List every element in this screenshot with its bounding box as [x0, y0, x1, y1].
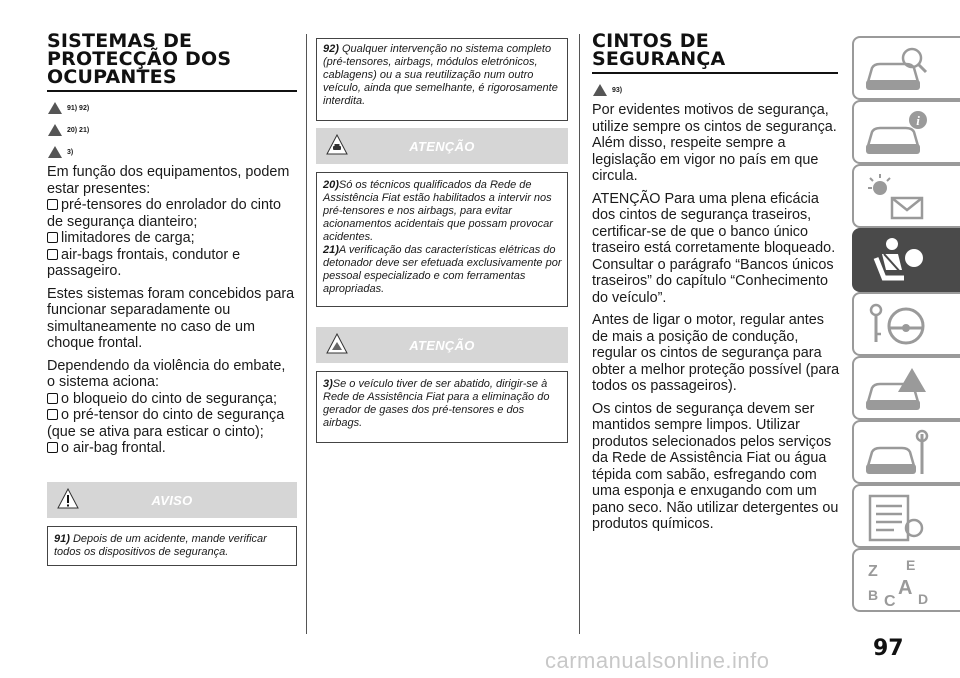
note-title: ATENÇÃO [409, 337, 475, 353]
list-item [47, 230, 297, 247]
note-text: Depois de um acidente, mande verificar todos os dispositivos de segurança. [54, 533, 267, 558]
section-heading-protection [47, 32, 297, 92]
heading-line: CINTOS DE [592, 30, 709, 52]
tab-technical-data[interactable] [852, 484, 960, 548]
bullet-list [47, 391, 297, 457]
svg-text:A: A [898, 577, 913, 599]
svg-text:C: C [884, 593, 896, 610]
tab-index[interactable] [852, 548, 960, 612]
svg-text:B: B [868, 587, 879, 603]
warning-triangle-icon [47, 123, 63, 137]
svg-text:i: i [916, 113, 920, 128]
atencao-note-1 [316, 128, 568, 307]
warning-triangle-icon [47, 101, 63, 115]
tab-warning-lights[interactable] [852, 164, 960, 228]
svg-text:D: D [918, 591, 929, 607]
paragraph: Por evidentes motivos de segurança, utilize sempre os cintos de segurança. Além disso, respeite sempre a legislação em vigor no país em que circula. [592, 102, 837, 184]
note-body [47, 526, 297, 566]
list-item-text: o bloqueio do cinto de segurança; [61, 390, 278, 407]
tab-emergency[interactable] [852, 356, 960, 420]
checkbox-bullet-icon [47, 393, 58, 404]
note-header [47, 482, 297, 518]
column-1 [47, 0, 297, 457]
airbag-seat-icon [862, 234, 932, 290]
note-item [323, 378, 563, 430]
column-separator-2 [579, 34, 580, 634]
note-body [317, 372, 567, 442]
note-number: 92) [323, 43, 339, 55]
svg-text:E: E [906, 557, 916, 573]
checkbox-bullet-icon [47, 442, 58, 453]
paragraph: Os cintos de segurança devem ser mantidos sempre limpos. Utilizar produtos selecionados pelos serviços da Rede de Assistência Fiat ou água tépida com sabão, esfregando com uma esponja e enxugando com um pano seco. Não utilizar detergentes ou produtos químicos. [592, 400, 839, 532]
tab-maintenance[interactable] [852, 420, 960, 484]
list-item-text: air-bags frontais, condutor e passageiro. [47, 246, 241, 279]
specifications-list-icon [862, 490, 932, 546]
paragraph: Estes sistemas foram concebidos para funcionar separadamente ou simultaneamente no caso de um choque frontal. [47, 285, 295, 351]
heading-line: SEGURANÇA [592, 48, 726, 70]
reference-line [47, 100, 297, 116]
reference-line [592, 82, 840, 98]
paragraph: Antes de ligar o motor, regular antes de mais a posição de condução, regular os cintos de segurança para obter a melhor proteção possível (para todos os passageiros). [592, 312, 840, 394]
warning-triangle-icon [592, 83, 608, 97]
list-item [47, 440, 297, 457]
car-accident-icon [862, 362, 932, 418]
list-item [47, 197, 297, 230]
heading-line: PROTECÇÃO DOS [47, 48, 232, 70]
note-body [317, 173, 567, 306]
note-item [323, 244, 563, 296]
reference-numbers: 93) [612, 86, 623, 94]
tab-starting-driving[interactable] [852, 292, 960, 356]
warning-lights-icon [862, 170, 932, 226]
atencao-note-2 [316, 327, 568, 443]
gas-generator-warning-icon [326, 333, 348, 355]
note-body-box [316, 371, 568, 443]
section-heading-seat-belts [592, 32, 838, 74]
tab-getting-to-know[interactable] [852, 36, 960, 100]
tab-instrument-panel[interactable] [852, 100, 960, 164]
list-item-text: o pré-tensor do cinto de segurança (que se ativa para esticar o cinto); [47, 407, 285, 440]
car-warning-icon [326, 134, 348, 156]
column-3 [592, 0, 840, 533]
car-search-icon [862, 42, 932, 98]
reference-line [47, 144, 297, 160]
car-service-icon [862, 426, 932, 482]
column-separator-1 [306, 34, 307, 634]
paragraph: Em função dos equipamentos, podem estar presentes: [47, 164, 290, 197]
warning-exclamation-icon [57, 488, 79, 510]
checkbox-bullet-icon [47, 409, 58, 420]
checkbox-bullet-icon [47, 199, 58, 210]
list-item [47, 247, 297, 280]
heading-line: SISTEMAS DE [47, 30, 193, 52]
note-body [317, 39, 567, 120]
note-header [316, 128, 568, 164]
note-text: Se o veículo tiver de ser abatido, dirigir-se à Rede de Assistência Fiat para a eliminação do gerador de gases dos pré-tensores e dos airbags. [323, 378, 550, 429]
body-text [47, 164, 297, 457]
note-text: A verificação das características elétricas do detonador deve ser efetuada exclusivamente por pessoal especializado e com ferramentas apropriadas. [323, 244, 562, 295]
continued-note [316, 38, 568, 121]
note-title: AVISO [151, 492, 193, 508]
note-number: 21) [323, 244, 339, 256]
paragraph: Dependendo da violência do embate, o sistema aciona: [47, 357, 286, 390]
tab-safety[interactable] [852, 228, 960, 292]
note-body-box [316, 172, 568, 307]
note-number: 3) [323, 378, 333, 390]
bullet-list [47, 197, 297, 280]
warning-triangle-icon [47, 145, 63, 159]
note-item [323, 179, 563, 244]
list-item [47, 407, 297, 440]
column-2 [316, 38, 568, 443]
checkbox-bullet-icon [47, 249, 58, 260]
list-item-text: pré-tensores do enrolador do cinto de segurança dianteiro; [47, 197, 281, 230]
body-text [592, 102, 840, 533]
paragraph: ATENÇÃO Para uma plena eficácia dos cintos de segurança traseiros, certificar-se de que o banco único traseiro está corretamente bloqueado. Consultar o parágrafo “Bancos únicos traseiros” do capítulo “Conhecimento do veículo”. [592, 190, 836, 306]
reference-line [47, 122, 297, 138]
note-number: 91) [54, 533, 70, 545]
note-header [316, 327, 568, 363]
note-text: Qualquer intervenção no sistema completo (pré-tensores, airbags, módulos eletrónicos, cablagens) ou a sua reutilização num outro veículo, ainda que semelhante, é rigorosamente interdita. [323, 43, 558, 107]
aviso-note [47, 482, 297, 566]
list-item-text: limitadores de carga; [61, 230, 195, 246]
checkbox-bullet-icon [47, 232, 58, 243]
page-number: 97 [873, 636, 904, 661]
reference-numbers: 3) [67, 148, 74, 156]
reference-numbers: 91) 92) [67, 104, 90, 112]
list-item-text: o air-bag frontal. [61, 440, 166, 456]
watermark: carmanualsonline.info [545, 648, 770, 673]
note-title: ATENÇÃO [409, 138, 475, 154]
note-text: Só os técnicos qualificados da Rede de Assistência Fiat estão habilitados a intervir nos pré-tensores e nos airbags, para evitar acionamentos acidentais que possam provocar acidentes. [323, 179, 553, 243]
reference-numbers: 20) 21) [67, 126, 90, 134]
heading-line: OCUPANTES [47, 66, 177, 88]
list-item [47, 391, 297, 408]
alphabet-index-icon [862, 554, 932, 610]
key-steering-icon [862, 298, 932, 354]
note-number: 20) [323, 179, 339, 191]
svg-text:Z: Z [868, 563, 878, 580]
car-info-icon [862, 106, 932, 162]
